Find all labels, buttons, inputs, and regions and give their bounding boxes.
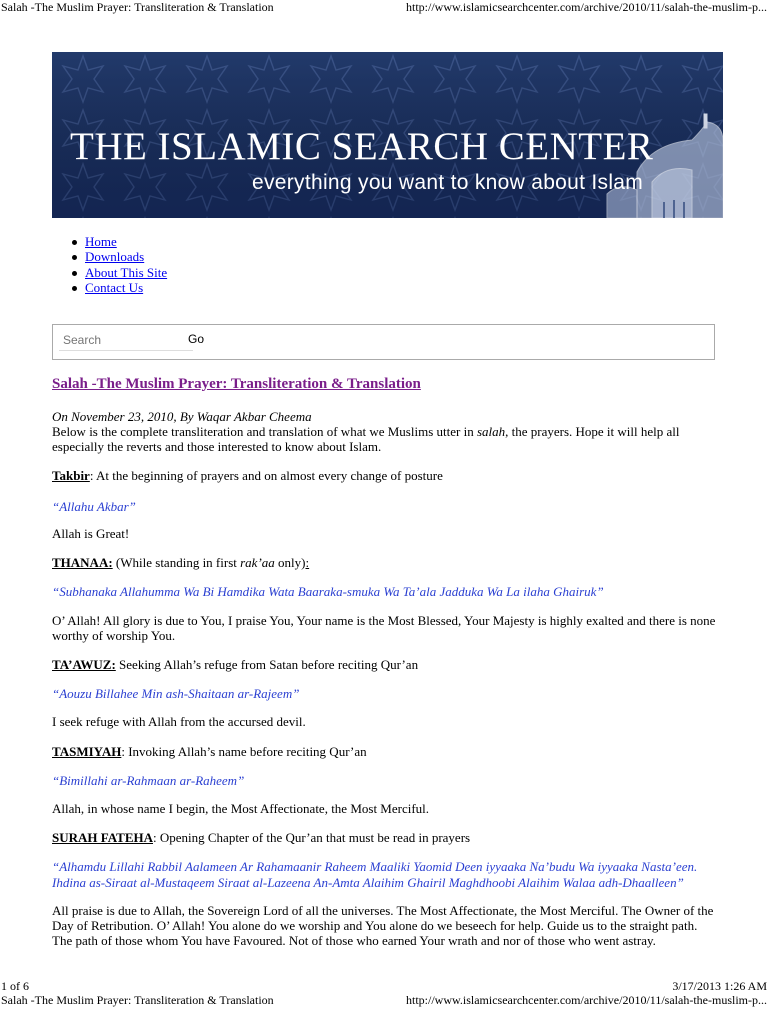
thanaa-label: THANAA: bbox=[52, 555, 113, 571]
taawuz-translation: I seek refuge with Allah from the accursed devil. bbox=[52, 714, 306, 730]
intro-paragraph: Below is the complete transliteration and translation of what we Muslims utter in salah, the prayers. Hope it will help all especially the reverts and those interested to know about Islam. bbox=[52, 424, 680, 455]
search-box bbox=[52, 324, 715, 360]
print-header bbox=[0, 0, 768, 14]
fateha-transliteration: “Alhamdu Lillahi Rabbil Aalameen Ar Rahamaanir Raheem Maaliki Yaomid Deen iyyaaka Na’budu Wa iyyaaka Nasta’een. Ihdina as-Siraat al-Mustaqeem Siraat al-Lazeena An-Amta Alaihim Ghairil Maghdhoobi Alaihim Walaa adh-Dhaalleen” bbox=[52, 859, 698, 890]
fateha-heading: SURAH FATEHA: Opening Chapter of the Qur’an that must be read in prayers bbox=[52, 830, 471, 846]
taawuz-transliteration: “Aouzu Billahee Min ash-Shaitaan ar-Rajeem” bbox=[52, 686, 300, 702]
nav-link-contact[interactable]: Contact Us bbox=[85, 279, 144, 295]
takbir-label: Takbir bbox=[52, 467, 90, 483]
taawuz-label: TA’AWUZ: bbox=[52, 657, 116, 673]
taawuz-heading: TA’AWUZ: Seeking Allah’s refuge from Satan before reciting Qur’an bbox=[52, 657, 419, 673]
nav-link-about[interactable]: About This Site bbox=[85, 264, 168, 280]
takbir-heading: Takbir: At the beginning of prayers and on almost every change of posture bbox=[52, 467, 443, 483]
tasmiyah-label: TASMIYAH bbox=[52, 743, 122, 759]
print-header-title: Salah -The Muslim Prayer: Transliteration & Translation bbox=[1, 0, 274, 14]
takbir-transliteration: “Allahu Akbar” bbox=[52, 498, 136, 514]
thanaa-heading: THANAA: (While standing in first rak’aa only): bbox=[52, 555, 310, 571]
print-footer-title bbox=[0, 993, 768, 1007]
thanaa-transliteration: “Subhanaka Allahumma Wa Bi Hamdika Wata Baaraka-smuka Wa Ta’ala Jadduka Wa La ilaha Ghairuk” bbox=[52, 584, 604, 600]
nav-item-about bbox=[66, 265, 167, 280]
tasmiyah-heading: TASMIYAH: Invoking Allah’s name before reciting Qur’an bbox=[52, 743, 367, 759]
article-body bbox=[52, 409, 720, 948]
site-banner[interactable] bbox=[52, 52, 723, 218]
search-go-button[interactable]: Go bbox=[188, 332, 205, 346]
site-tagline: everything you want to know about Islam bbox=[252, 171, 644, 194]
fateha-label: SURAH FATEHA bbox=[52, 830, 153, 846]
thanaa-translation: O’ Allah! All glory is due to You, I praise You, Your name is the Most Blessed, Your Majesty is highly exalted and there is none worthy of worship You. bbox=[52, 612, 716, 643]
nav-item-downloads bbox=[66, 249, 167, 264]
article-meta: On November 23, 2010, By Waqar Akbar Cheema bbox=[52, 409, 312, 424]
nav-item-home bbox=[66, 234, 167, 249]
fateha-translation: All praise is due to Allah, the Sovereign Lord of all the universes. The Most Affectionate, the Most Merciful. The Owner of the Day of Retribution. O’ Allah! You alone do we worship and You alone do we beseech for help. Guide us to the straight path. The path of those whom You have Favoured. Not of those who earned Your wrath and nor of those who went astray. bbox=[52, 902, 714, 949]
tasmiyah-translation: Allah, in whose name I begin, the Most Affectionate, the Most Merciful. bbox=[52, 801, 430, 817]
takbir-translation: Allah is Great! bbox=[52, 526, 130, 542]
page-number: 1 of 6 bbox=[1, 979, 29, 993]
page-title[interactable]: Salah -The Muslim Prayer: Transliteration & Translation bbox=[52, 376, 421, 392]
print-footer-url: http://www.islamicsearchcenter.com/archive/2010/11/salah-the-muslim-p... bbox=[405, 993, 767, 1007]
print-footer-page bbox=[0, 979, 768, 993]
nav-link-home[interactable]: Home bbox=[85, 234, 117, 249]
print-footer-title-text: Salah -The Muslim Prayer: Transliteration & Translation bbox=[1, 993, 274, 1007]
search-input[interactable] bbox=[59, 330, 193, 351]
print-datetime: 3/17/2013 1:26 AM bbox=[672, 979, 767, 993]
site-title: THE ISLAMIC SEARCH CENTER bbox=[70, 125, 654, 168]
nav-item-contact bbox=[66, 280, 167, 295]
tasmiyah-transliteration: “Bimillahi ar-Rahmaan ar-Raheem” bbox=[52, 772, 245, 788]
print-header-url: http://www.islamicsearchcenter.com/archive/2010/11/salah-the-muslim-p... bbox=[405, 0, 767, 14]
main-nav bbox=[66, 234, 167, 295]
nav-link-downloads[interactable]: Downloads bbox=[85, 249, 145, 265]
